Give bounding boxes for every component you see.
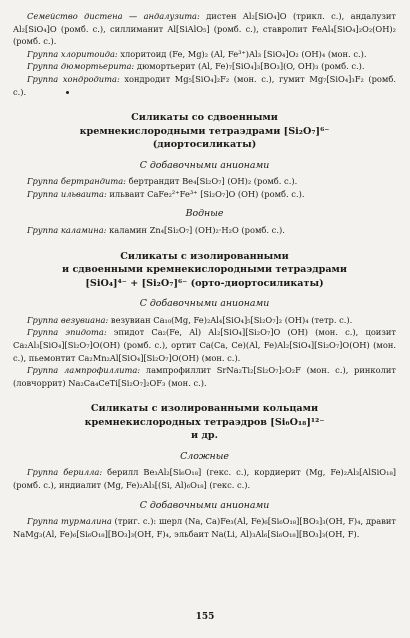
heading-line: и др. [191, 430, 218, 442]
heading-line: и сдвоенными кремнекислородными тетраэдрами [61, 264, 348, 276]
paragraph-ilvaite [13, 188, 396, 201]
section-heading-ring [13, 402, 396, 443]
paragraph-text: дюмортьерит (Al, Fe)₇[SiO₄]₃[BO₃](O, OH)₃ (ромб. с.). [134, 61, 365, 72]
heading-line: [SiO₄]⁴⁻ + [Si₂O₇]⁶⁻ (орто-диортосиликаты) [85, 277, 324, 289]
paragraph-text: хлоритоид (Fe, Mg)₂ (Al, Fe³⁺)Al₃ [SiO₄]O₂ (OH)₄ (мон. с.). [117, 48, 367, 59]
paragraph-dumortierite [13, 60, 396, 73]
paragraph-vesuvianite [13, 314, 396, 327]
paragraph-tourmaline [13, 515, 396, 540]
group-name: Группа ильваита: [27, 188, 107, 199]
section-heading-diortho [13, 111, 396, 152]
paragraph-chondrodite [13, 73, 396, 98]
paragraph-text: бертрандит Be₄[Si₂O₇] (OH)₂ (ромб. с.). [125, 176, 298, 187]
paragraph-text: везувиан Ca₁₀(Mg, Fe)₂Al₄[SiO₄]₅[Si₂O₇]₂ (OH)₄ (тетр. с.). [108, 314, 353, 325]
heading-line: Силикаты с изолированными [120, 250, 289, 262]
group-name: Семейство дистена — андалузита: [27, 11, 200, 21]
paragraph-text: каламин Zn₄[Si₂O₇] (OH)₂·H₂O (ромб. с.). [106, 225, 285, 236]
paragraph-bertrandite [13, 175, 396, 188]
group-name: Группа дюмортьерита: [27, 61, 135, 72]
paragraph-text: хондродит Mg₅[SiO₄]₂F₂ (мон. с.), гумит Mg₇[SiO₄]₃F₂ (ромб. с.). [13, 73, 396, 97]
subheading-additional-anions: С добавочными анионами [139, 298, 270, 310]
group-name: Группа лампрофиллита: [27, 365, 141, 376]
group-name: Группа каламина: [27, 225, 107, 236]
paragraph-text: ильваит CaFe₂²⁺Fe³⁺ [Si₂O₇]O (OH) (ромб. с.). [106, 188, 305, 199]
paragraph-text: (триг. с.): шерл (Na, Ca)Fe₃(Al, Fe)₆[Si₆O₁₈][BO₃]₃(OH, F)₄, дравит NaMg₃(Al, Fe)₆[Si₆O₁₈][BO₃]₃(OH, F)₄, эльбаит Na(Li, Al)₃Al₆[Si₆O₁₈][BO₃]₃(OH, F). [13, 516, 396, 539]
section-heading-ortho-diortho [13, 250, 396, 291]
group-name: Группа эпидота: [27, 327, 107, 338]
heading-line: кремнекислородных тетраэдров [Si₆O₁₈]¹²⁻ [84, 416, 325, 428]
group-name: Группа хлоритоида: [27, 48, 118, 59]
paragraph-text: лампрофиллит SrNa₂Ti₂[Si₂O₇]₂O₂F (мон. с.), ринколит (ловчоррит) Na₂Ca₄CeTi[Si₂O₇]₂OF₃ (мон. с.). [13, 365, 396, 388]
subheading-additional-anions: С добавочными анионами [139, 499, 270, 511]
paragraph-text: эпидот Ca₂(Fe, Al) Al₂[SiO₄][Si₂O₇]O (OH) (мон. с.), цоизит Ca₂Al₃[SiO₄][Si₂O₇]O(OH) (ромб. с.), ортит Ca(Ca, Ce)(Al, Fe)Al₂[SiO₄][Si₂O₇]O(OH) (мон. с.), пьемонтит Ca₂Mn₂Al[SiO₄][Si₂O₇]O(OH) (мон. с.). [13, 327, 396, 363]
paragraph-beryl [13, 466, 396, 491]
page-number: 155 [195, 612, 215, 623]
paragraph-epidote [13, 326, 396, 364]
paragraph-text: берилл Be₃Al₂[Si₆O₁₈] (гекс. с.), кордиерит (Mg, Fe)₂Al₃[AlSiO₁₈] (ромб. с.), индиалит (Mg, Fe)₂Al₃[(Si, Al)₆O₁₈] (гекс. с.). [13, 467, 397, 490]
heading-line: (диортосиликаты) [152, 139, 257, 151]
paragraph-chloritoid [13, 48, 396, 61]
stray-dot [66, 91, 69, 94]
heading-line: Силикаты со сдвоенными [131, 112, 278, 124]
subheading-complex: Сложные [180, 450, 229, 462]
heading-line: Силикаты с изолированными кольцами [90, 403, 319, 415]
group-name: Группа берилла: [27, 467, 103, 478]
group-name: Группа хондродита: [27, 73, 120, 84]
paragraph-text: дистен Al₂[SiO₄]O (трикл. с.), андалузит Al₂[SiO₄]O (ромб. с.), силлиманит Al[SiAlO₅] (ромб. с.), ставролит FeAl₄[SiO₄]₂O₂(OH)₂ (ромб. с.). [13, 11, 396, 47]
subheading-additional-anions: С добавочными анионами [139, 159, 270, 171]
paragraph-lamprophyllite [13, 364, 396, 389]
heading-line: кремнекислородными тетраэдрами [Si₂O₇]⁶⁻ [79, 125, 330, 137]
group-name: Группа везувиана: [27, 314, 109, 325]
paragraph-calamine [13, 224, 396, 237]
group-name: Группа турмалина [27, 516, 112, 527]
subheading-hydrous: Водные [185, 208, 224, 220]
group-name: Группа бертрандита: [27, 176, 126, 187]
paragraph-distene [13, 10, 396, 48]
